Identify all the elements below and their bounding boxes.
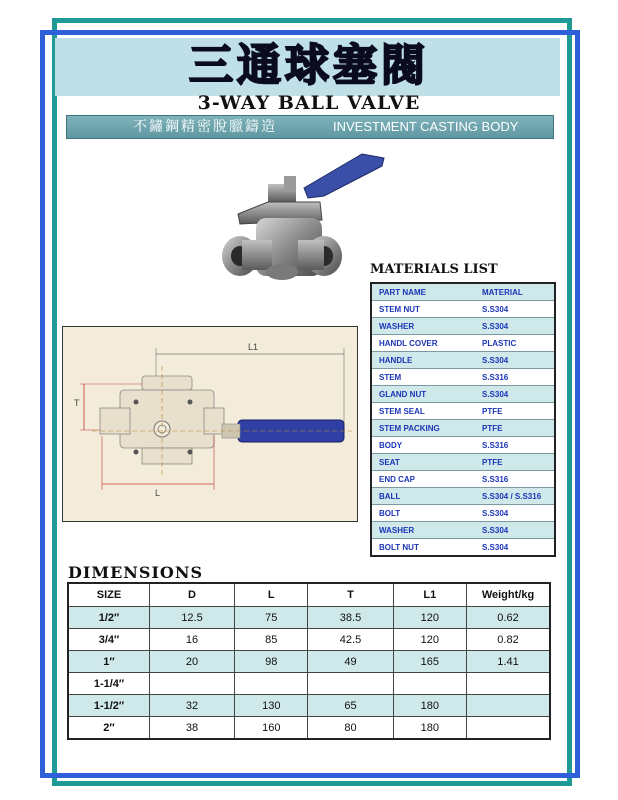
t-cell: 42.5 [308, 629, 393, 651]
column-header-size: SIZE [68, 583, 150, 607]
materials-table [370, 282, 556, 557]
part-name: WASHER [371, 318, 475, 335]
l-cell: 98 [235, 651, 308, 673]
part-name: STEM NUT [371, 301, 475, 318]
materials-row [371, 437, 555, 454]
part-name: STEM [371, 369, 475, 386]
valve-photo [212, 144, 392, 284]
l-cell [235, 673, 308, 695]
part-name: END CAP [371, 471, 475, 488]
d-cell: 38 [150, 717, 235, 740]
material-value: S.S316 [475, 369, 555, 386]
part-name: GLAND NUT [371, 386, 475, 403]
materials-row [371, 522, 555, 539]
weight-cell [467, 695, 551, 717]
dimension-drawing [62, 326, 358, 522]
l1-cell: 120 [393, 607, 466, 629]
materials-header-part: PART NAME [371, 283, 475, 301]
column-header-l1: L1 [393, 583, 466, 607]
materials-row [371, 335, 555, 352]
dimensions-row [68, 673, 550, 695]
material-value: S.S304 [475, 318, 555, 335]
weight-cell: 1.41 [467, 651, 551, 673]
part-name: BOLT [371, 505, 475, 522]
l1-cell: 165 [393, 651, 466, 673]
size-cell: 1″ [68, 651, 150, 673]
material-value: S.S304 / S.S316 [475, 488, 555, 505]
materials-list-title: MATERIALS LIST [370, 262, 498, 277]
materials-row [371, 352, 555, 369]
materials-row [371, 318, 555, 335]
dimensions-row [68, 607, 550, 629]
materials-row [371, 471, 555, 488]
dimensions-row [68, 695, 550, 717]
t-cell: 38.5 [308, 607, 393, 629]
d-cell: 32 [150, 695, 235, 717]
d-cell: 20 [150, 651, 235, 673]
t-cell: 65 [308, 695, 393, 717]
part-name: BOLT NUT [371, 539, 475, 557]
material-value: S.S304 [475, 352, 555, 369]
part-name: BODY [371, 437, 475, 454]
weight-cell: 0.62 [467, 607, 551, 629]
title-chinese: 三通球塞閥 [189, 40, 429, 91]
materials-row [371, 369, 555, 386]
material-value: S.S316 [475, 437, 555, 454]
dimensions-table [67, 582, 551, 740]
t-cell: 80 [308, 717, 393, 740]
materials-row [371, 539, 555, 557]
column-header-weight: Weight/kg [467, 583, 551, 607]
weight-cell [467, 717, 551, 740]
size-cell: 1/2″ [68, 607, 150, 629]
d-cell: 12.5 [150, 607, 235, 629]
subtitle-bar [66, 115, 554, 139]
material-value: S.S304 [475, 539, 555, 557]
material-value: PTFE [475, 403, 555, 420]
dimensions-row [68, 717, 550, 740]
part-name: STEM SEAL [371, 403, 475, 420]
part-name: BALL [371, 488, 475, 505]
t-cell: 49 [308, 651, 393, 673]
part-name: WASHER [371, 522, 475, 539]
t-cell [308, 673, 393, 695]
l1-cell: 120 [393, 629, 466, 651]
label-t: T [74, 398, 80, 408]
title-english: 3-WAY BALL VALVE [197, 92, 421, 114]
l1-cell [393, 673, 466, 695]
size-cell: 2″ [68, 717, 150, 740]
subtitle-english: INVESTMENT CASTING BODY [333, 119, 519, 134]
d-cell: 16 [150, 629, 235, 651]
size-cell: 1-1/4″ [68, 673, 150, 695]
materials-header-material: MATERIAL [475, 283, 555, 301]
part-name: SEAT [371, 454, 475, 471]
dimensions-row [68, 651, 550, 673]
size-cell: 1-1/2″ [68, 695, 150, 717]
materials-row [371, 420, 555, 437]
materials-row [371, 386, 555, 403]
weight-cell [467, 673, 551, 695]
material-value: PLASTIC [475, 335, 555, 352]
material-value: S.S304 [475, 301, 555, 318]
size-cell: 3/4″ [68, 629, 150, 651]
column-header-l: L [235, 583, 308, 607]
material-value: S.S304 [475, 386, 555, 403]
materials-header-row [371, 283, 555, 301]
part-name: HANDLE [371, 352, 475, 369]
d-cell [150, 673, 235, 695]
materials-row [371, 403, 555, 420]
part-name: STEM PACKING [371, 420, 475, 437]
weight-cell: 0.82 [467, 629, 551, 651]
l-cell: 160 [235, 717, 308, 740]
column-header-t: T [308, 583, 393, 607]
l-cell: 75 [235, 607, 308, 629]
material-value: S.S316 [475, 471, 555, 488]
material-value: PTFE [475, 454, 555, 471]
label-l1: L1 [248, 342, 259, 352]
materials-row [371, 488, 555, 505]
l-cell: 85 [235, 629, 308, 651]
l1-cell: 180 [393, 695, 466, 717]
materials-row [371, 301, 555, 318]
dimensions-header-row [68, 583, 550, 607]
materials-row [371, 454, 555, 471]
material-value: S.S304 [475, 522, 555, 539]
column-header-d: D [150, 583, 235, 607]
dimensions-row [68, 629, 550, 651]
l-cell: 130 [235, 695, 308, 717]
material-value: PTFE [475, 420, 555, 437]
dimensions-title: DIMENSIONS [68, 563, 204, 582]
part-name: HANDL COVER [371, 335, 475, 352]
label-l: L [155, 488, 161, 498]
materials-row [371, 505, 555, 522]
material-value: S.S304 [475, 505, 555, 522]
l1-cell: 180 [393, 717, 466, 740]
subtitle-chinese: 不鏽鋼精密脫臘鑄造 [133, 119, 277, 135]
